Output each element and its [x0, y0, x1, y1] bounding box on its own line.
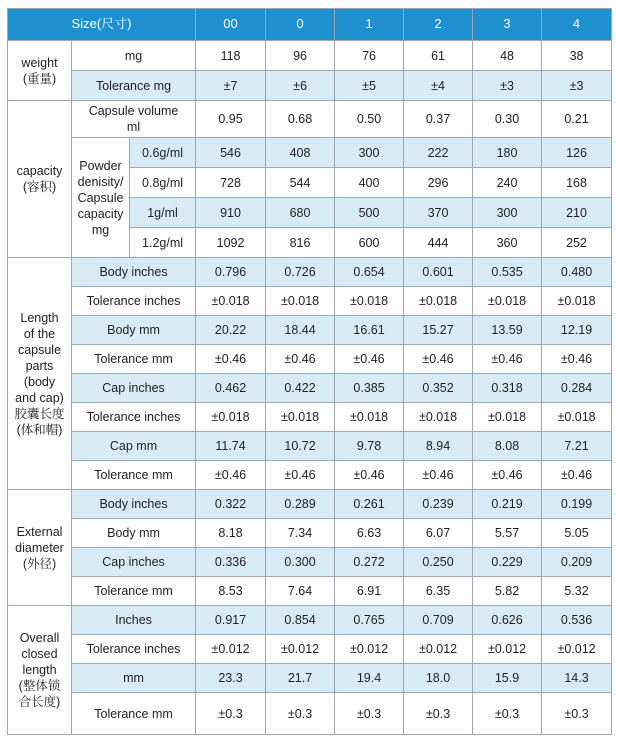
cell-value: 680 — [266, 198, 335, 228]
overall-group-label: Overall closed length (整体锁 合长度) — [8, 606, 72, 735]
cell-value: ±0.012 — [266, 635, 335, 664]
table-row — [8, 258, 612, 287]
table-row — [8, 606, 612, 635]
row-label: Tolerance inches — [72, 403, 196, 432]
table-row — [8, 287, 612, 316]
cell-value: 5.82 — [473, 577, 542, 606]
cell-value: ±0.46 — [266, 461, 335, 490]
cell-value: 408 — [266, 138, 335, 168]
cell-value: ±0.012 — [404, 635, 473, 664]
table-row — [8, 548, 612, 577]
weight-group-label: weight (重量) — [8, 41, 72, 101]
cell-value: ±0.46 — [473, 461, 542, 490]
cell-value: ±0.012 — [335, 635, 404, 664]
row-label: Tolerance mm — [72, 577, 196, 606]
row-label: Cap inches — [72, 548, 196, 577]
cell-value: 0.261 — [335, 490, 404, 519]
cell-value: 126 — [542, 138, 612, 168]
cell-value: 96 — [266, 41, 335, 71]
cell-value: 0.289 — [266, 490, 335, 519]
table-row — [8, 519, 612, 548]
cell-value: 12.19 — [542, 316, 612, 345]
row-label: Body inches — [72, 490, 196, 519]
table-row — [8, 490, 612, 519]
table-row — [8, 41, 612, 71]
cell-value: ±0.018 — [196, 403, 266, 432]
table-row — [8, 693, 612, 735]
row-label: mm — [72, 664, 196, 693]
cell-value: 252 — [542, 228, 612, 258]
cell-value: ±0.018 — [196, 287, 266, 316]
cell-value: 19.4 — [335, 664, 404, 693]
table-row — [8, 374, 612, 403]
cell-value: ±0.018 — [404, 403, 473, 432]
cell-value: 0.917 — [196, 606, 266, 635]
cell-value: ±0.46 — [542, 461, 612, 490]
cell-value: ±0.018 — [335, 403, 404, 432]
cell-value: 0.536 — [542, 606, 612, 635]
row-label: Tolerance mm — [72, 693, 196, 735]
cell-value: 118 — [196, 41, 266, 71]
cell-value: 5.32 — [542, 577, 612, 606]
row-label: Cap mm — [72, 432, 196, 461]
size-header-00: 00 — [196, 9, 266, 41]
cell-value: 0.462 — [196, 374, 266, 403]
cell-value: 546 — [196, 138, 266, 168]
cell-value: 0.30 — [473, 101, 542, 138]
cell-value: 13.59 — [473, 316, 542, 345]
row-label: 1g/ml — [130, 198, 196, 228]
row-label: 1.2g/ml — [130, 228, 196, 258]
cell-value: 6.91 — [335, 577, 404, 606]
cell-value: ±0.018 — [266, 287, 335, 316]
cell-value: 0.250 — [404, 548, 473, 577]
table-row — [8, 461, 612, 490]
cell-value: ±0.3 — [542, 693, 612, 735]
table-row — [8, 664, 612, 693]
cell-value: 240 — [473, 168, 542, 198]
size-header-2: 2 — [404, 9, 473, 41]
cell-value: 38 — [542, 41, 612, 71]
cell-value: 0.654 — [335, 258, 404, 287]
cell-value: ±0.012 — [473, 635, 542, 664]
cell-value: 500 — [335, 198, 404, 228]
cell-value: 0.68 — [266, 101, 335, 138]
cell-value: 0.601 — [404, 258, 473, 287]
cell-value: ±7 — [196, 71, 266, 101]
cell-value: 0.37 — [404, 101, 473, 138]
cell-value: 300 — [473, 198, 542, 228]
row-label: Tolerance mm — [72, 461, 196, 490]
diameter-group-label: External diameter (外径) — [8, 490, 72, 606]
cell-value: 0.626 — [473, 606, 542, 635]
cell-value: 15.9 — [473, 664, 542, 693]
cell-value: ±0.46 — [473, 345, 542, 374]
cell-value: ±0.46 — [335, 345, 404, 374]
cell-value: ±6 — [266, 71, 335, 101]
table-row — [8, 138, 612, 168]
cell-value: 5.57 — [473, 519, 542, 548]
cell-value: 0.352 — [404, 374, 473, 403]
cell-value: 6.35 — [404, 577, 473, 606]
table-row — [8, 345, 612, 374]
cell-value: ±3 — [473, 71, 542, 101]
row-label: Tolerance mg — [72, 71, 196, 101]
row-label: Inches — [72, 606, 196, 635]
row-label: Body mm — [72, 316, 196, 345]
cell-value: 0.535 — [473, 258, 542, 287]
cell-value: 0.199 — [542, 490, 612, 519]
header-row — [8, 9, 612, 41]
cell-value: ±0.3 — [473, 693, 542, 735]
cell-value: 0.385 — [335, 374, 404, 403]
length-group-label: Length of the capsule parts (body and cap) 胶囊长度 (体和帽) — [8, 258, 72, 490]
cell-value: ±3 — [542, 71, 612, 101]
row-label: Tolerance mm — [72, 345, 196, 374]
cell-value: 0.239 — [404, 490, 473, 519]
row-label: Tolerance inches — [72, 287, 196, 316]
cell-value: 0.422 — [266, 374, 335, 403]
cell-value: 7.34 — [266, 519, 335, 548]
cell-value: ±0.46 — [335, 461, 404, 490]
cell-value: ±5 — [335, 71, 404, 101]
cell-value: 600 — [335, 228, 404, 258]
cell-value: 0.726 — [266, 258, 335, 287]
cell-value: 0.480 — [542, 258, 612, 287]
cell-value: 23.3 — [196, 664, 266, 693]
cell-value: 0.219 — [473, 490, 542, 519]
row-label: Cap inches — [72, 374, 196, 403]
cell-value: 0.318 — [473, 374, 542, 403]
cell-value: 1092 — [196, 228, 266, 258]
cell-value: ±0.46 — [404, 345, 473, 374]
table-row — [8, 71, 612, 101]
cell-value: 0.284 — [542, 374, 612, 403]
row-label: Tolerance inches — [72, 635, 196, 664]
cell-value: 14.3 — [542, 664, 612, 693]
table-row — [8, 403, 612, 432]
cell-value: 210 — [542, 198, 612, 228]
cell-value: 48 — [473, 41, 542, 71]
table-row — [8, 101, 612, 138]
cell-value: ±4 — [404, 71, 473, 101]
cell-value: 18.0 — [404, 664, 473, 693]
capsule-size-spec-table — [7, 8, 612, 735]
cell-value: 11.74 — [196, 432, 266, 461]
cell-value: 20.22 — [196, 316, 266, 345]
cell-value: ±0.3 — [266, 693, 335, 735]
cell-value: 444 — [404, 228, 473, 258]
cell-value: 0.229 — [473, 548, 542, 577]
cell-value: 222 — [404, 138, 473, 168]
cell-value: 910 — [196, 198, 266, 228]
size-header-label: Size(尺寸) — [8, 9, 196, 41]
row-label: 0.6g/ml — [130, 138, 196, 168]
cell-value: 7.21 — [542, 432, 612, 461]
cell-value: 5.05 — [542, 519, 612, 548]
cell-value: ±0.3 — [196, 693, 266, 735]
cell-value: 0.21 — [542, 101, 612, 138]
row-label: Capsule volume ml — [72, 101, 196, 138]
cell-value: 300 — [335, 138, 404, 168]
cell-value: ±0.46 — [196, 461, 266, 490]
row-label: mg — [72, 41, 196, 71]
cell-value: 168 — [542, 168, 612, 198]
cell-value: 0.322 — [196, 490, 266, 519]
row-label: 0.8g/ml — [130, 168, 196, 198]
size-header-0: 0 — [266, 9, 335, 41]
cell-value: 61 — [404, 41, 473, 71]
cell-value: 16.61 — [335, 316, 404, 345]
cell-value: ±0.018 — [404, 287, 473, 316]
table-row — [8, 577, 612, 606]
cell-value: ±0.018 — [542, 403, 612, 432]
cell-value: ±0.018 — [473, 287, 542, 316]
cell-value: 10.72 — [266, 432, 335, 461]
cell-value: ±0.018 — [335, 287, 404, 316]
cell-value: 6.63 — [335, 519, 404, 548]
cell-value: 180 — [473, 138, 542, 168]
size-header-1: 1 — [335, 9, 404, 41]
cell-value: 370 — [404, 198, 473, 228]
cell-value: 728 — [196, 168, 266, 198]
cell-value: 400 — [335, 168, 404, 198]
cell-value: 21.7 — [266, 664, 335, 693]
cell-value: 0.796 — [196, 258, 266, 287]
cell-value: 8.53 — [196, 577, 266, 606]
row-label: Body mm — [72, 519, 196, 548]
table-row — [8, 635, 612, 664]
cell-value: 15.27 — [404, 316, 473, 345]
cell-value: ±0.012 — [542, 635, 612, 664]
capacity-group-label: capacity (容积) — [8, 101, 72, 258]
cell-value: 0.336 — [196, 548, 266, 577]
density-group-label: Powder denisity/ Capsule capacity mg — [72, 138, 130, 258]
cell-value: 0.272 — [335, 548, 404, 577]
cell-value: ±0.46 — [196, 345, 266, 374]
cell-value: 0.854 — [266, 606, 335, 635]
size-header-4: 4 — [542, 9, 612, 41]
cell-value: 8.08 — [473, 432, 542, 461]
cell-value: ±0.3 — [404, 693, 473, 735]
cell-value: 816 — [266, 228, 335, 258]
cell-value: ±0.46 — [404, 461, 473, 490]
cell-value: 8.94 — [404, 432, 473, 461]
cell-value: ±0.018 — [266, 403, 335, 432]
cell-value: 296 — [404, 168, 473, 198]
cell-value: 544 — [266, 168, 335, 198]
cell-value: ±0.018 — [542, 287, 612, 316]
cell-value: 0.709 — [404, 606, 473, 635]
cell-value: 360 — [473, 228, 542, 258]
cell-value: ±0.012 — [196, 635, 266, 664]
cell-value: 0.765 — [335, 606, 404, 635]
table-row — [8, 432, 612, 461]
cell-value: ±0.018 — [473, 403, 542, 432]
cell-value: 9.78 — [335, 432, 404, 461]
cell-value: ±0.3 — [335, 693, 404, 735]
row-label: Body inches — [72, 258, 196, 287]
cell-value: 0.95 — [196, 101, 266, 138]
cell-value: 18.44 — [266, 316, 335, 345]
cell-value: 76 — [335, 41, 404, 71]
cell-value: 0.300 — [266, 548, 335, 577]
table-row — [8, 316, 612, 345]
cell-value: ±0.46 — [266, 345, 335, 374]
cell-value: ±0.46 — [542, 345, 612, 374]
cell-value: 0.50 — [335, 101, 404, 138]
cell-value: 8.18 — [196, 519, 266, 548]
size-header-3: 3 — [473, 9, 542, 41]
cell-value: 6.07 — [404, 519, 473, 548]
cell-value: 0.209 — [542, 548, 612, 577]
cell-value: 7.64 — [266, 577, 335, 606]
